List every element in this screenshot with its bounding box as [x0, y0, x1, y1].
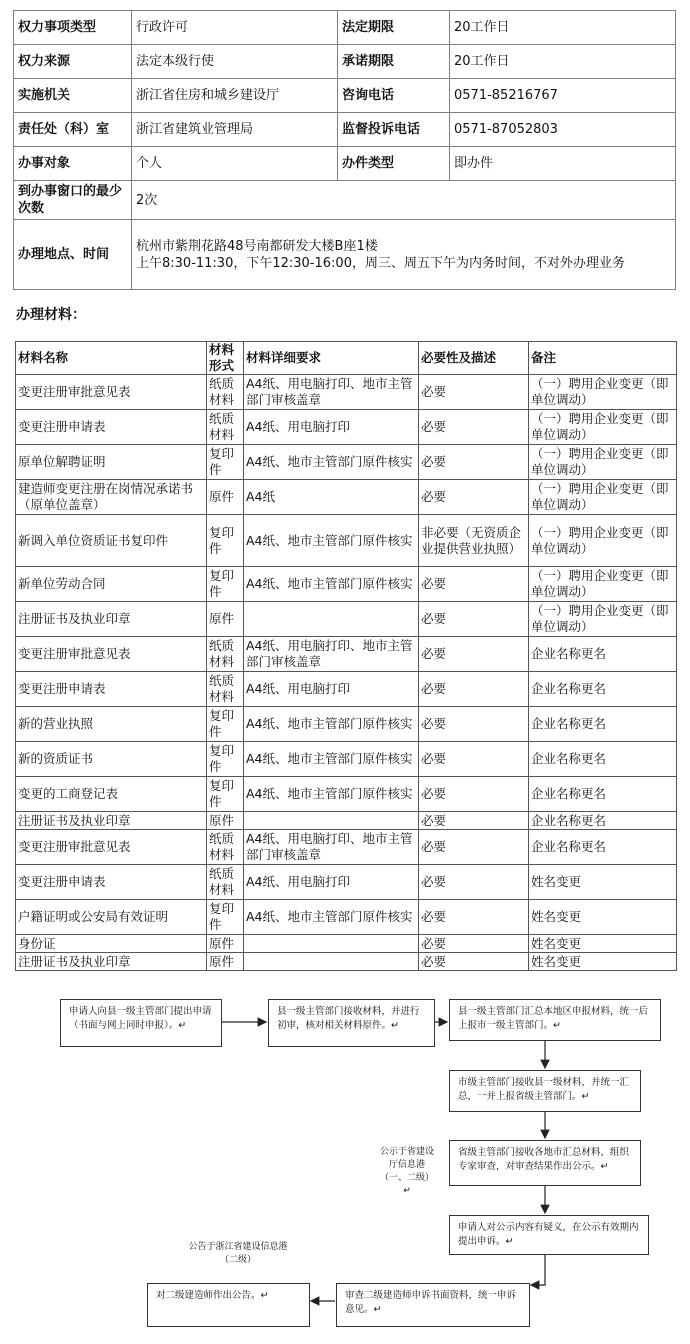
material-remark: （一）聘用企业变更（即单位调动）: [529, 480, 677, 515]
info-value: 法定本级行使: [132, 45, 338, 79]
materials-row: [16, 375, 677, 410]
material-remark: （一）聘用企业变更（即单位调动）: [529, 515, 677, 567]
material-necessity: 必要: [419, 375, 529, 410]
material-name: 身份证: [16, 935, 207, 953]
publicity-note: 公示于省建设厅信息港（一、二级）↵: [379, 1147, 434, 1196]
material-remark: （一）聘用企业变更（即单位调动）: [529, 602, 677, 637]
info-table: [13, 10, 676, 290]
material-requirement: A4纸、地市主管部门原件核实: [244, 742, 419, 777]
material-requirement: A4纸、用电脑打印: [244, 410, 419, 445]
column-header: 备注: [529, 342, 677, 375]
material-name: 变更注册申请表: [16, 410, 207, 445]
material-name: 变更注册审批意见表: [16, 637, 207, 672]
materials-row: [16, 637, 677, 672]
material-necessity: 必要: [419, 602, 529, 637]
location-address: 杭州市紫荆花路48号南都研发大楼B座1楼: [136, 238, 378, 254]
material-necessity: 必要: [419, 953, 529, 971]
material-name: 注册证书及执业印章: [16, 812, 207, 830]
material-requirement: A4纸、地市主管部门原件核实: [244, 445, 419, 480]
materials-row: [16, 830, 677, 865]
material-requirement: A4纸、用电脑打印、地市主管部门审核盖章: [244, 375, 419, 410]
material-form: 原件: [207, 812, 244, 830]
flow-step-county-submit: 县一级主管部门汇总本地区申报材料，统一后上报市一级主管部门。↵: [449, 999, 661, 1041]
info-label: 咨询电话: [338, 79, 450, 113]
info-value: 个人: [132, 147, 338, 181]
info-label: 权力来源: [14, 45, 132, 79]
materials-row: [16, 672, 677, 707]
info-row: [14, 11, 676, 45]
materials-header-row: [16, 342, 677, 375]
materials-row: [16, 777, 677, 812]
info-value: 20工作日: [450, 11, 676, 45]
material-name: 新调入单位资质证书复印件: [16, 515, 207, 567]
material-necessity: 非必要（无资质企业提供营业执照）: [419, 515, 529, 567]
material-form: 复印件: [207, 445, 244, 480]
material-form: 原件: [207, 480, 244, 515]
material-requirement: A4纸、地市主管部门原件核实: [244, 707, 419, 742]
material-name: 新的营业执照: [16, 707, 207, 742]
material-remark: 企业名称更名: [529, 830, 677, 865]
material-necessity: 必要: [419, 445, 529, 480]
materials-row: [16, 515, 677, 567]
info-value: 0571-87052803: [450, 113, 676, 147]
material-remark: （一）聘用企业变更（即单位调动）: [529, 445, 677, 480]
material-requirement: A4纸、用电脑打印、地市主管部门审核盖章: [244, 637, 419, 672]
material-form: 原件: [207, 953, 244, 971]
info-label: 办件类型: [338, 147, 450, 181]
material-remark: 企业名称更名: [529, 742, 677, 777]
materials-table: [15, 341, 677, 971]
material-form: 复印件: [207, 515, 244, 567]
info-row: [14, 79, 676, 113]
material-requirement: A4纸、地市主管部门原件核实: [244, 777, 419, 812]
material-name: 变更注册审批意见表: [16, 375, 207, 410]
info-row: [14, 45, 676, 79]
info-label: 权力事项类型: [14, 11, 132, 45]
materials-row: [16, 445, 677, 480]
info-row-min-visits: [14, 181, 676, 220]
column-header: 材料名称: [16, 342, 207, 375]
material-name: 户籍证明或公安局有效证明: [16, 900, 207, 935]
info-value: 0571-85216767: [450, 79, 676, 113]
material-remark: 姓名变更: [529, 900, 677, 935]
materials-body: [16, 375, 677, 971]
material-remark: 姓名变更: [529, 865, 677, 900]
material-remark: （一）聘用企业变更（即单位调动）: [529, 375, 677, 410]
material-form: 复印件: [207, 777, 244, 812]
info-label: 监督投诉电话: [338, 113, 450, 147]
material-form: 纸质材料: [207, 830, 244, 865]
material-remark: 企业名称更名: [529, 637, 677, 672]
materials-row: [16, 900, 677, 935]
material-remark: 企业名称更名: [529, 707, 677, 742]
material-remark: 企业名称更名: [529, 812, 677, 830]
material-remark: 企业名称更名: [529, 672, 677, 707]
materials-row: [16, 812, 677, 830]
material-requirement: [244, 812, 419, 830]
material-necessity: 必要: [419, 480, 529, 515]
column-header: 材料详细要求: [244, 342, 419, 375]
material-remark: （一）聘用企业变更（即单位调动）: [529, 567, 677, 602]
material-form: 纸质材料: [207, 865, 244, 900]
materials-row: [16, 935, 677, 953]
materials-row: [16, 742, 677, 777]
materials-row: [16, 865, 677, 900]
flow-step-objection: 申请人对公示内容有疑义，在公示有效期内提出申诉。↵: [449, 1215, 649, 1255]
process-flowchart: [0, 985, 690, 1340]
info-row: [14, 147, 676, 181]
material-necessity: 必要: [419, 707, 529, 742]
material-necessity: 必要: [419, 637, 529, 672]
materials-heading: 办理材料：: [16, 307, 86, 323]
material-name: 新的资质证书: [16, 742, 207, 777]
arrow-6-7: [531, 1255, 545, 1285]
material-name: 变更注册申请表: [16, 865, 207, 900]
min-visits-label: 到办事窗口的最少次数: [14, 181, 132, 220]
material-form: 原件: [207, 935, 244, 953]
material-requirement: [244, 953, 419, 971]
flow-step-apply: 申请人向县一级主管部门提出申请（书面与网上同时申报）。↵: [60, 999, 222, 1047]
material-remark: 企业名称更名: [529, 777, 677, 812]
info-value: 20工作日: [450, 45, 676, 79]
flow-step-appeal-review: 审查二级建造师申诉书面资料，统一申诉意见。↵: [336, 1283, 530, 1327]
flow-step-announcement: 对二级建造师作出公告。↵: [147, 1283, 310, 1327]
material-requirement: A4纸、用电脑打印、地市主管部门审核盖章: [244, 830, 419, 865]
material-necessity: 必要: [419, 672, 529, 707]
info-value: 行政许可: [132, 11, 338, 45]
material-necessity: 必要: [419, 742, 529, 777]
material-remark: （一）聘用企业变更（即单位调动）: [529, 410, 677, 445]
material-requirement: [244, 935, 419, 953]
material-requirement: [244, 602, 419, 637]
location-label: 办理地点、时间: [14, 220, 132, 290]
column-header: 必要性及描述: [419, 342, 529, 375]
location-hours: 上午8:30-11:30，下午12:30-16:00，周三、周五下午为内务时间，不对外办理业务: [136, 255, 625, 271]
info-row: [14, 113, 676, 147]
column-header: 材料形式: [207, 342, 244, 375]
material-requirement: A4纸、地市主管部门原件核实: [244, 515, 419, 567]
info-label: 办事对象: [14, 147, 132, 181]
material-name: 注册证书及执业印章: [16, 953, 207, 971]
material-requirement: A4纸、用电脑打印: [244, 672, 419, 707]
material-necessity: 必要: [419, 830, 529, 865]
material-form: 复印件: [207, 707, 244, 742]
material-form: 原件: [207, 602, 244, 637]
info-value: 即办件: [450, 147, 676, 181]
material-necessity: 必要: [419, 567, 529, 602]
flow-step-county-review: 县一级主管部门接收材料，并进行初审，核对相关材料原件。↵: [268, 999, 435, 1047]
info-label: 实施机关: [14, 79, 132, 113]
materials-row: [16, 410, 677, 445]
material-necessity: 必要: [419, 935, 529, 953]
material-necessity: 必要: [419, 777, 529, 812]
min-visits-value: 2次: [132, 181, 676, 220]
material-form: 复印件: [207, 567, 244, 602]
material-requirement: A4纸、用电脑打印: [244, 865, 419, 900]
material-name: 建造师变更注册在岗情况承诺书（原单位盖章）: [16, 480, 207, 515]
info-row-location: [14, 220, 676, 290]
location-value: [132, 220, 676, 290]
materials-row: [16, 480, 677, 515]
material-name: 注册证书及执业印章: [16, 602, 207, 637]
materials-row: [16, 707, 677, 742]
material-form: 纸质材料: [207, 375, 244, 410]
announcement-note: 公告于浙江省建设信息港（二级）: [188, 1242, 288, 1265]
material-requirement: A4纸、地市主管部门原件核实: [244, 567, 419, 602]
info-value: 浙江省住房和城乡建设厅: [132, 79, 338, 113]
flow-step-city-summary: 市级主管部门接收县一级材料，并统一汇总，一并上报省级主管部门。↵: [449, 1070, 641, 1112]
material-form: 纸质材料: [207, 410, 244, 445]
material-form: 纸质材料: [207, 637, 244, 672]
info-value: 浙江省建筑业管理局: [132, 113, 338, 147]
info-label: 法定期限: [338, 11, 450, 45]
material-remark: 姓名变更: [529, 935, 677, 953]
material-requirement: A4纸: [244, 480, 419, 515]
material-necessity: 必要: [419, 812, 529, 830]
materials-row: [16, 953, 677, 971]
material-name: 变更注册申请表: [16, 672, 207, 707]
materials-row: [16, 602, 677, 637]
material-form: 纸质材料: [207, 672, 244, 707]
info-label: 承诺期限: [338, 45, 450, 79]
material-necessity: 必要: [419, 900, 529, 935]
material-name: 新单位劳动合同: [16, 567, 207, 602]
info-label: 责任处（科）室: [14, 113, 132, 147]
material-form: 复印件: [207, 742, 244, 777]
material-name: 变更注册审批意见表: [16, 830, 207, 865]
material-necessity: 必要: [419, 865, 529, 900]
material-requirement: A4纸、地市主管部门原件核实: [244, 900, 419, 935]
material-name: 变更的工商登记表: [16, 777, 207, 812]
materials-row: [16, 567, 677, 602]
material-form: 复印件: [207, 900, 244, 935]
flow-step-provincial-review: 省级主管部门接收各地市汇总材料，组织专家审查，对审查结果作出公示。↵: [449, 1140, 641, 1186]
material-remark: 姓名变更: [529, 953, 677, 971]
material-name: 原单位解聘证明: [16, 445, 207, 480]
material-necessity: 必要: [419, 410, 529, 445]
